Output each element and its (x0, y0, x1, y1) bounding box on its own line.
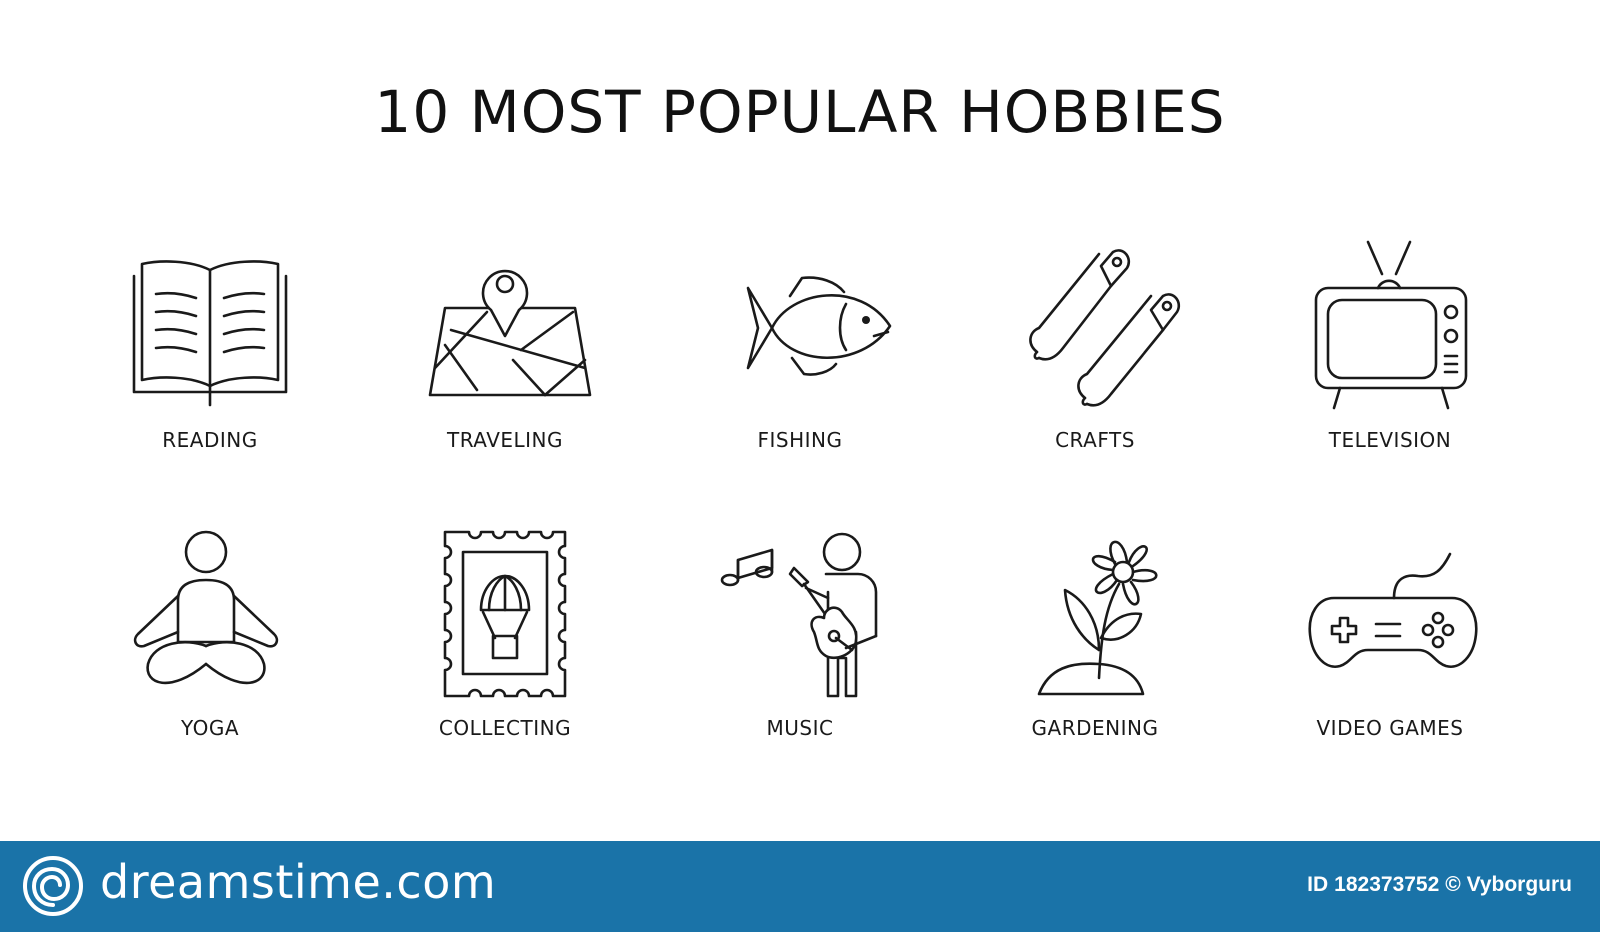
hobby-reading (80, 240, 340, 490)
id-value: 182373752 (1334, 873, 1440, 896)
hobby-collecting (375, 528, 635, 778)
copyright: © Vyborguru (1445, 873, 1572, 896)
hobby-video-games (1260, 528, 1520, 778)
hobby-label: CRAFTS (1055, 428, 1135, 452)
hobby-label: FISHING (757, 428, 843, 452)
hobby-label: MUSIC (766, 716, 834, 740)
meditation-icon (130, 528, 290, 703)
hobby-crafts (965, 240, 1225, 490)
hobby-label: YOGA (180, 716, 240, 740)
hobby-traveling (375, 240, 635, 490)
fish-icon (720, 240, 880, 415)
hobby-yoga (80, 528, 340, 778)
map-pin-icon (425, 240, 585, 415)
postage-stamp-icon (425, 528, 585, 703)
open-book-icon (130, 240, 290, 415)
gamepad-icon (1310, 528, 1470, 703)
image-credit (1301, 873, 1572, 897)
hobby-label: GARDENING (1031, 716, 1159, 740)
retro-tv-icon (1310, 240, 1470, 415)
dreamstime-logo-icon (22, 855, 84, 917)
page-title: 10 MOST POPULAR HOBBIES (374, 78, 1226, 146)
hobby-label: TRAVELING (446, 428, 564, 452)
guitar-player-icon (720, 528, 880, 703)
hobby-label: COLLECTING (438, 716, 572, 740)
hobby-television (1260, 240, 1520, 490)
hobby-label: TELEVISION (1328, 428, 1452, 452)
hobby-label: READING (162, 428, 258, 452)
brand-name: dreamstime.com (100, 855, 497, 909)
hobby-gardening (965, 528, 1225, 778)
hobby-fishing (670, 240, 930, 490)
hobby-music (670, 528, 930, 778)
flower-icon (1015, 528, 1175, 703)
safety-pins-icon (1015, 240, 1175, 415)
watermark-footer (0, 841, 1600, 932)
id-label: ID (1307, 873, 1329, 896)
hobby-label: VIDEO GAMES (1316, 716, 1464, 740)
